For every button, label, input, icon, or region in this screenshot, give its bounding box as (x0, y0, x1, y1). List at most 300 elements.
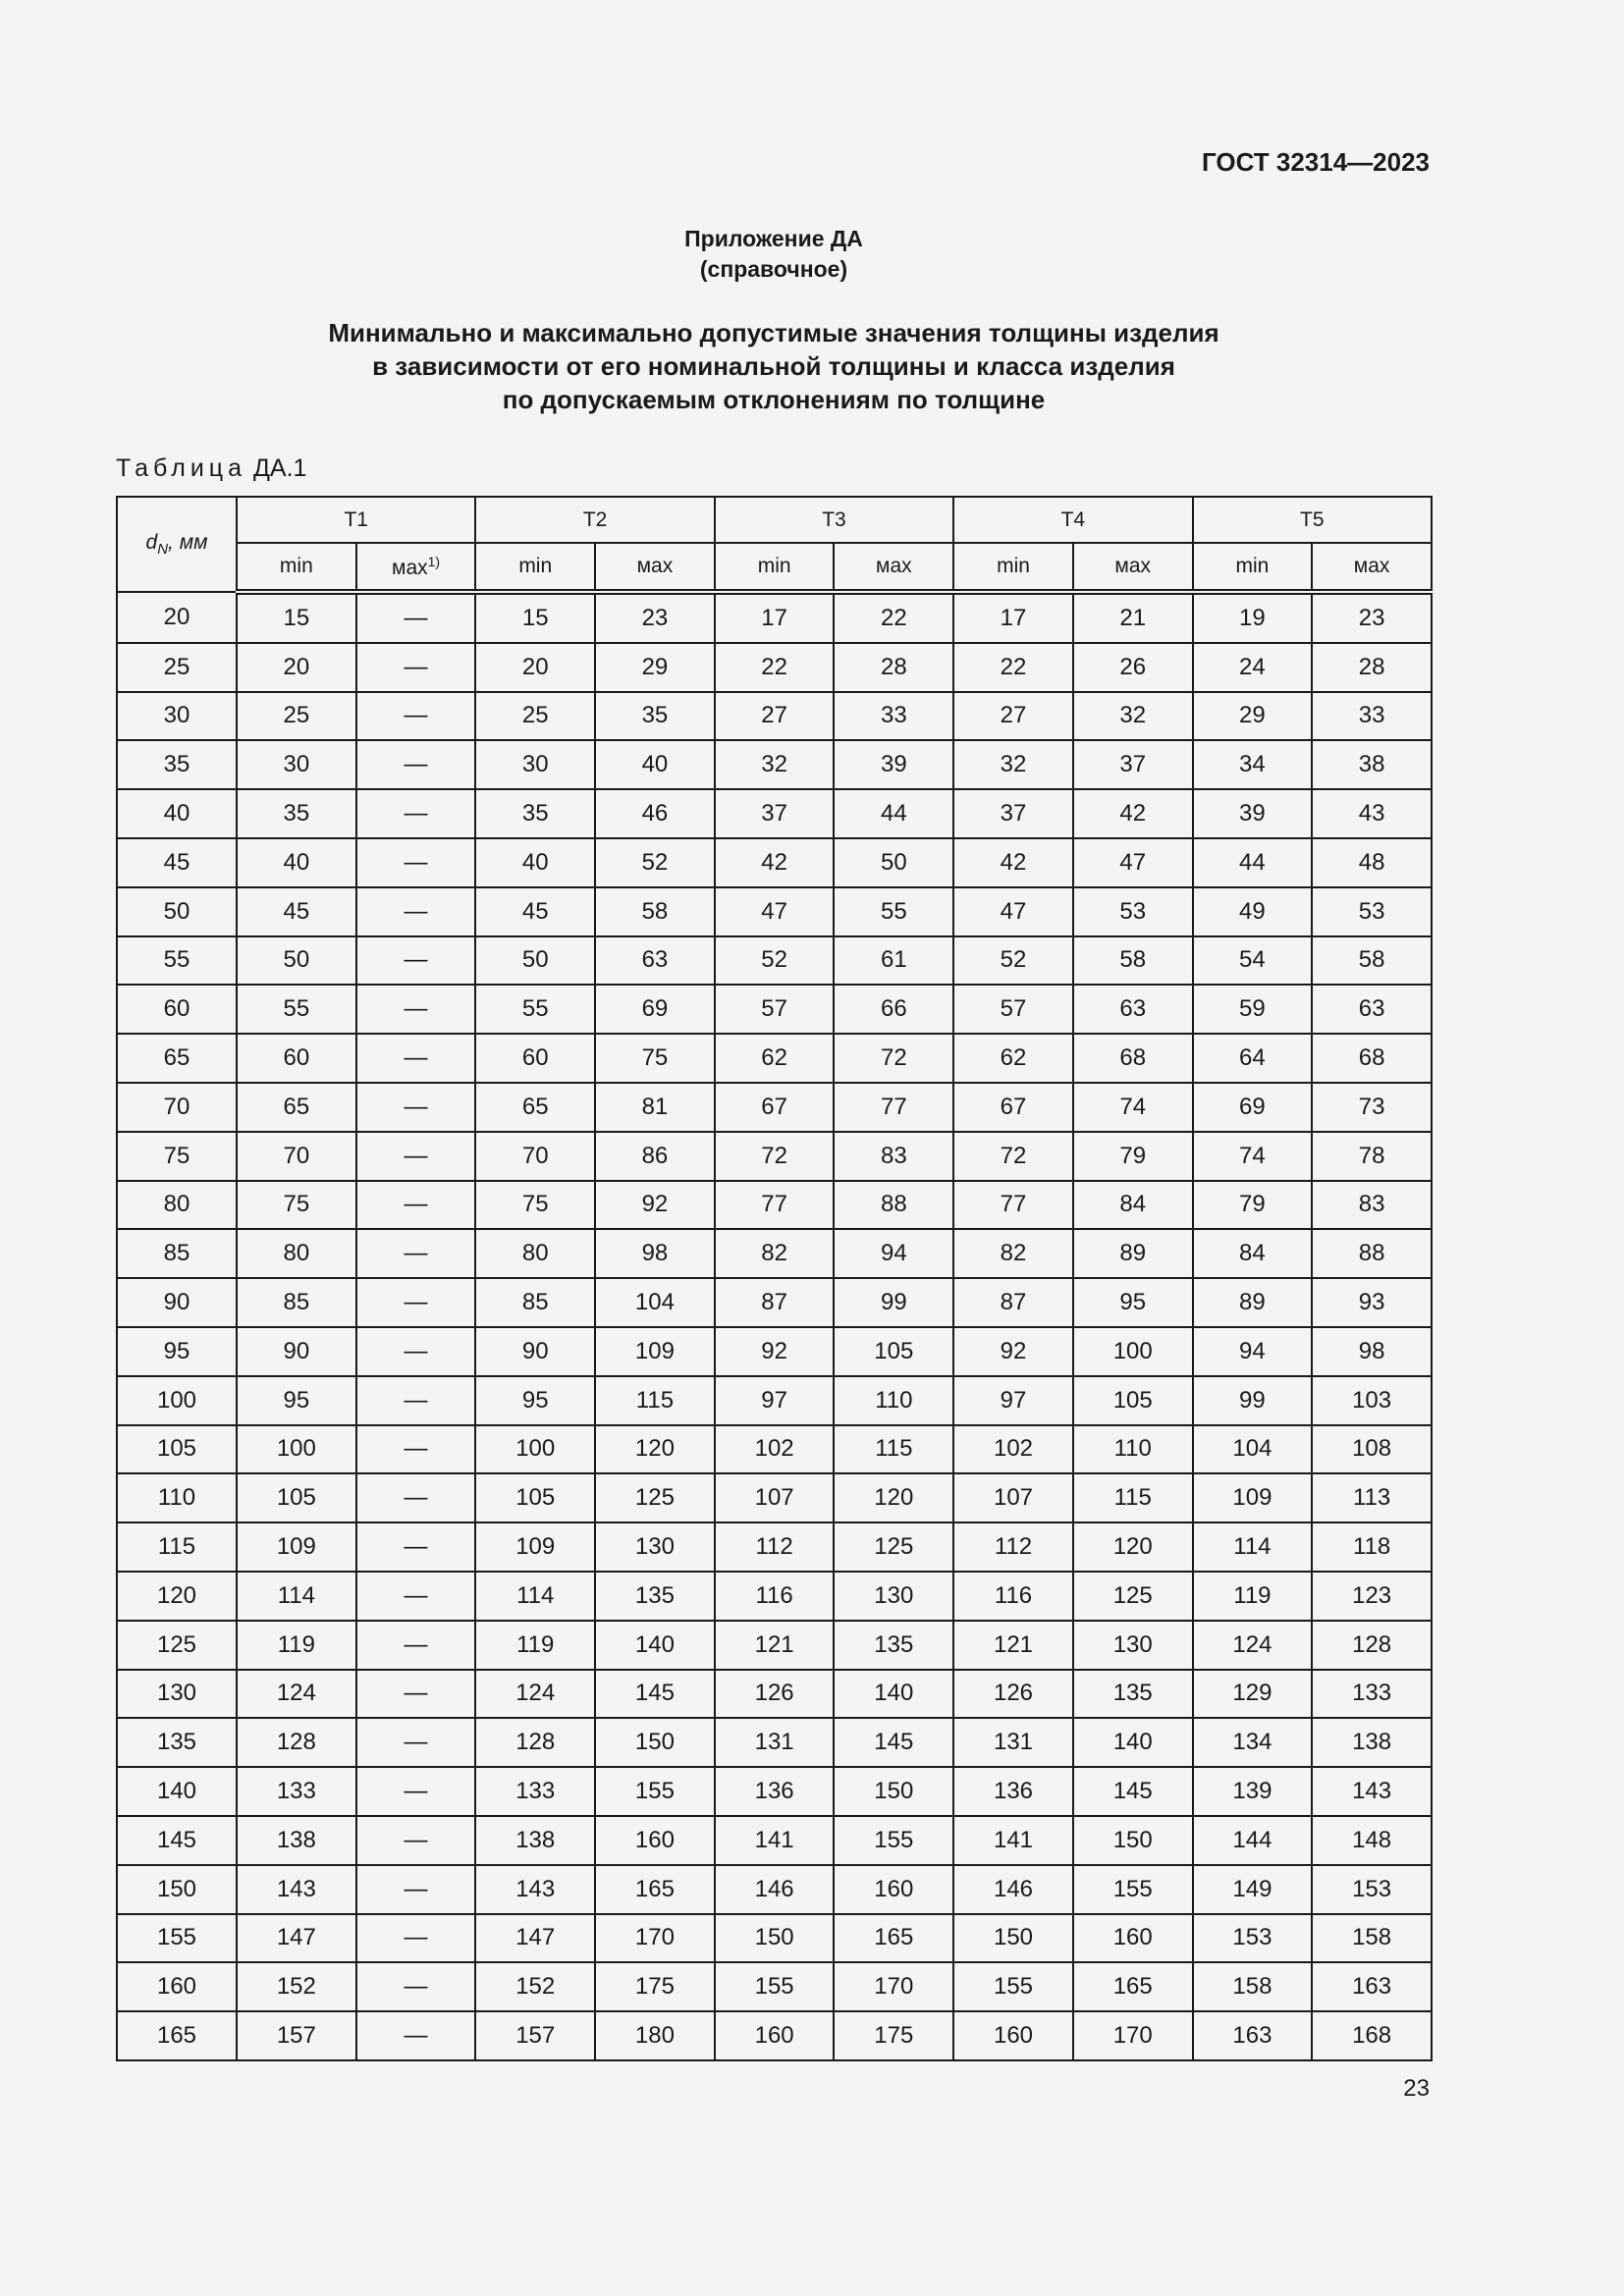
table-cell: 29 (595, 643, 715, 692)
table-cell: 119 (475, 1621, 595, 1670)
table-cell: 72 (715, 1132, 835, 1181)
nominal-thickness-cell: 140 (117, 1767, 237, 1816)
table-cell: 125 (834, 1522, 953, 1572)
table-cell: 105 (475, 1473, 595, 1522)
nominal-thickness-cell: 90 (117, 1278, 237, 1327)
table-cell: 100 (1073, 1327, 1193, 1376)
table-cell: 119 (237, 1621, 356, 1670)
table-cell: 146 (715, 1865, 835, 1914)
header-t2-max: мах (595, 543, 715, 592)
table-cell: 114 (475, 1572, 595, 1621)
table-cell: 116 (953, 1572, 1073, 1621)
table-cell: 81 (595, 1083, 715, 1132)
table-cell: 146 (953, 1865, 1073, 1914)
main-title-line-1: Минимально и максимально допустимые значения толщины изделия (328, 318, 1219, 347)
table-cell: — (356, 985, 476, 1034)
table-cell: 50 (834, 838, 953, 887)
table-cell: 150 (595, 1718, 715, 1767)
table-cell: 109 (475, 1522, 595, 1572)
table-cell: 65 (237, 1083, 356, 1132)
table-cell: 67 (715, 1083, 835, 1132)
table-cell: 62 (953, 1034, 1073, 1083)
nominal-thickness-cell: 155 (117, 1914, 237, 1963)
table-cell: 79 (1193, 1181, 1313, 1230)
table-cell: 115 (1073, 1473, 1193, 1522)
table-cell: 94 (1193, 1327, 1313, 1376)
table-cell: 39 (1193, 789, 1313, 838)
nominal-thickness-cell: 115 (117, 1522, 237, 1572)
table-cell: 133 (475, 1767, 595, 1816)
appendix-kind: (справочное) (699, 256, 848, 282)
table-cell: — (356, 1865, 476, 1914)
table-cell: 158 (1312, 1914, 1432, 1963)
header-class-t1: T1 (237, 497, 475, 543)
table-cell: 124 (1193, 1621, 1313, 1670)
table-cell: 75 (237, 1181, 356, 1230)
table-cell: 65 (475, 1083, 595, 1132)
table-cell: 168 (1312, 2011, 1432, 2060)
appendix-title: Приложение ДА (684, 226, 863, 251)
table-cell: 38 (1312, 740, 1432, 789)
table-cell: — (356, 1229, 476, 1278)
table-cell: 15 (475, 592, 595, 643)
table-cell: — (356, 1181, 476, 1230)
table-cell: 27 (715, 692, 835, 741)
table-cell: 69 (595, 985, 715, 1034)
table-cell: — (356, 592, 476, 643)
main-title-line-3: по допускаемым отклонениям по толщине (502, 385, 1046, 414)
table-cell: — (356, 789, 476, 838)
table-cell: 63 (1312, 985, 1432, 1034)
table-cell: 109 (595, 1327, 715, 1376)
table-cell: 62 (715, 1034, 835, 1083)
table-cell: 116 (715, 1572, 835, 1621)
table-cell: 15 (237, 592, 356, 643)
table-cell: 49 (1193, 887, 1313, 936)
table-cell: 97 (715, 1376, 835, 1425)
table-cell: 160 (1073, 1914, 1193, 1963)
nominal-thickness-cell: 105 (117, 1425, 237, 1474)
table-cell: 87 (953, 1278, 1073, 1327)
table-cell: 95 (1073, 1278, 1193, 1327)
header-class-t5: T5 (1193, 497, 1432, 543)
table-cell: 19 (1193, 592, 1313, 643)
table-cell: 125 (595, 1473, 715, 1522)
table-cell: 92 (953, 1327, 1073, 1376)
table-cell: 165 (595, 1865, 715, 1914)
table-cell: 130 (595, 1522, 715, 1572)
table-cell: 128 (237, 1718, 356, 1767)
table-row (117, 1132, 1432, 1181)
table-cell: 26 (1073, 643, 1193, 692)
table-cell: 21 (1073, 592, 1193, 643)
table-cell: 148 (1312, 1816, 1432, 1865)
table-row (117, 1034, 1432, 1083)
table-cell: 57 (953, 985, 1073, 1034)
table-row (117, 1229, 1432, 1278)
table-cell: 158 (1193, 1962, 1313, 2011)
table-cell: 27 (953, 692, 1073, 741)
table-cell: — (356, 936, 476, 986)
table-cell: 40 (595, 740, 715, 789)
table-cell: 20 (475, 643, 595, 692)
table-cell: 58 (595, 887, 715, 936)
table-cell: 59 (1193, 985, 1313, 1034)
table-cell: 35 (475, 789, 595, 838)
table-cell: 33 (834, 692, 953, 741)
table-cell: 114 (237, 1572, 356, 1621)
table-cell: 109 (1193, 1473, 1313, 1522)
table-cell: 40 (237, 838, 356, 887)
table-cell: 57 (715, 985, 835, 1034)
table-cell: 135 (1073, 1670, 1193, 1719)
table-cell: 180 (595, 2011, 715, 2060)
table-cell: 44 (1193, 838, 1313, 887)
table-row (117, 936, 1432, 986)
table-cell: 155 (834, 1816, 953, 1865)
table-row (117, 1962, 1432, 2011)
table-cell: 22 (715, 643, 835, 692)
table-cell: 32 (953, 740, 1073, 789)
nominal-thickness-cell: 85 (117, 1229, 237, 1278)
table-cell: 99 (834, 1278, 953, 1327)
header-t3-min: min (715, 543, 835, 592)
table-cell: 25 (237, 692, 356, 741)
table-cell: — (356, 1083, 476, 1132)
table-cell: 147 (475, 1914, 595, 1963)
table-cell: 45 (237, 887, 356, 936)
table-cell: 153 (1312, 1865, 1432, 1914)
table-cell: — (356, 1034, 476, 1083)
table-cell: 45 (475, 887, 595, 936)
table-cell: — (356, 1670, 476, 1719)
table-cell: 136 (953, 1767, 1073, 1816)
nominal-thickness-cell: 120 (117, 1572, 237, 1621)
table-cell: 82 (715, 1229, 835, 1278)
thickness-table (116, 496, 1433, 2061)
header-t3-max: мах (834, 543, 953, 592)
table-cell: 150 (834, 1767, 953, 1816)
table-cell: 150 (1073, 1816, 1193, 1865)
table-cell: 22 (953, 643, 1073, 692)
table-cell: 121 (715, 1621, 835, 1670)
table-cell: 50 (475, 936, 595, 986)
table-cell: 25 (475, 692, 595, 741)
table-cell: 84 (1193, 1229, 1313, 1278)
nominal-thickness-cell: 35 (117, 740, 237, 789)
table-cell: 88 (834, 1181, 953, 1230)
table-cell: 37 (715, 789, 835, 838)
table-cell: 80 (237, 1229, 356, 1278)
table-cell: 140 (595, 1621, 715, 1670)
table-row (117, 1621, 1432, 1670)
header-class-t4: T4 (953, 497, 1192, 543)
nominal-thickness-cell: 55 (117, 936, 237, 986)
table-cell: 130 (1073, 1621, 1193, 1670)
table-cell: 110 (1073, 1425, 1193, 1474)
table-cell: 133 (1312, 1670, 1432, 1719)
table-cell: 98 (595, 1229, 715, 1278)
table-row (117, 1718, 1432, 1767)
nominal-thickness-cell: 80 (117, 1181, 237, 1230)
table-row (117, 1914, 1432, 1963)
table-row (117, 887, 1432, 936)
table-row (117, 1473, 1432, 1522)
table-cell: 42 (1073, 789, 1193, 838)
table-cell: 28 (834, 643, 953, 692)
table-cell: 22 (834, 592, 953, 643)
header-class-t3: T3 (715, 497, 953, 543)
table-row (117, 2011, 1432, 2060)
table-cell: 32 (1073, 692, 1193, 741)
table-cell: 37 (953, 789, 1073, 838)
nominal-thickness-cell: 65 (117, 1034, 237, 1083)
table-cell: 133 (237, 1767, 356, 1816)
table-cell: 141 (953, 1816, 1073, 1865)
nominal-thickness-cell: 95 (117, 1327, 237, 1376)
nominal-thickness-cell: 145 (117, 1816, 237, 1865)
table-cell: 109 (237, 1522, 356, 1572)
table-cell: 143 (237, 1865, 356, 1914)
table-cell: 87 (715, 1278, 835, 1327)
table-cell: 165 (1073, 1962, 1193, 2011)
table-cell: 89 (1193, 1278, 1313, 1327)
nominal-thickness-cell: 60 (117, 985, 237, 1034)
table-cell: 131 (715, 1718, 835, 1767)
nominal-thickness-cell: 160 (117, 1962, 237, 2011)
nominal-thickness-cell: 40 (117, 789, 237, 838)
table-cell: 143 (475, 1865, 595, 1914)
table-cell: 55 (834, 887, 953, 936)
table-cell: 149 (1193, 1865, 1313, 1914)
table-cell: 46 (595, 789, 715, 838)
table-row (117, 1572, 1432, 1621)
nominal-thickness-cell: 110 (117, 1473, 237, 1522)
table-cell: — (356, 643, 476, 692)
table-cell: 120 (1073, 1522, 1193, 1572)
table-row (117, 1670, 1432, 1719)
nominal-thickness-cell: 75 (117, 1132, 237, 1181)
header-t4-min: min (953, 543, 1073, 592)
footnote-marker: 1) (427, 553, 441, 569)
table-cell: — (356, 1132, 476, 1181)
table-cell: — (356, 1473, 476, 1522)
table-cell: 155 (1073, 1865, 1193, 1914)
table-cell: 77 (834, 1083, 953, 1132)
table-cell: 157 (237, 2011, 356, 2060)
table-cell: 100 (475, 1425, 595, 1474)
table-cell: 55 (237, 985, 356, 1034)
table-cell: 34 (1193, 740, 1313, 789)
nominal-thickness-cell: 50 (117, 887, 237, 936)
table-cell: 155 (953, 1962, 1073, 2011)
table-cell: — (356, 1718, 476, 1767)
table-cell: 23 (595, 592, 715, 643)
header-t2-min: min (475, 543, 595, 592)
table-cell: 75 (595, 1034, 715, 1083)
table-caption-label: Таблица (116, 454, 247, 482)
main-title-line-2: в зависимости от его номинальной толщины и класса изделия (372, 351, 1175, 381)
table-cell: 28 (1312, 643, 1432, 692)
table-cell: 35 (237, 789, 356, 838)
table-cell: 152 (237, 1962, 356, 2011)
nominal-thickness-cell: 130 (117, 1670, 237, 1719)
table-cell: 29 (1193, 692, 1313, 741)
table-cell: 52 (953, 936, 1073, 986)
table-cell: 85 (475, 1278, 595, 1327)
table-cell: 52 (715, 936, 835, 986)
table-cell: 170 (834, 1962, 953, 2011)
table-cell: 66 (834, 985, 953, 1034)
table-row (117, 1425, 1432, 1474)
table-row (117, 1181, 1432, 1230)
table-cell: — (356, 838, 476, 887)
table-cell: 47 (953, 887, 1073, 936)
table-cell: 112 (953, 1522, 1073, 1572)
table-cell: 97 (953, 1376, 1073, 1425)
table-cell: 78 (1312, 1132, 1432, 1181)
table-cell: 157 (475, 2011, 595, 2060)
table-cell: 83 (1312, 1181, 1432, 1230)
header-nominal-thickness: $d_N$, мм (117, 497, 237, 592)
table-cell: 30 (475, 740, 595, 789)
header-t1-min: min (237, 543, 356, 592)
table-cell: 129 (1193, 1670, 1313, 1719)
table-cell: 95 (237, 1376, 356, 1425)
table-cell: 72 (834, 1034, 953, 1083)
table-cell: 17 (715, 592, 835, 643)
table-cell: 170 (595, 1914, 715, 1963)
document-code: ГОСТ 32314—2023 (1202, 147, 1430, 177)
table-cell: 70 (475, 1132, 595, 1181)
table-cell: — (356, 1425, 476, 1474)
table-cell: 126 (953, 1670, 1073, 1719)
table-cell: 98 (1312, 1327, 1432, 1376)
table-body (117, 592, 1432, 2060)
table-cell: 150 (953, 1914, 1073, 1963)
table-row (117, 1278, 1432, 1327)
table-cell: 160 (953, 2011, 1073, 2060)
table-cell: 20 (237, 643, 356, 692)
table-row (117, 1083, 1432, 1132)
table-cell: — (356, 740, 476, 789)
table-cell: 165 (834, 1914, 953, 1963)
table-header (117, 497, 1432, 592)
table-cell: 54 (1193, 936, 1313, 986)
table-row (117, 838, 1432, 887)
table-cell: 58 (1312, 936, 1432, 986)
table-cell: — (356, 1376, 476, 1425)
table-cell: — (356, 1327, 476, 1376)
nominal-thickness-cell: 165 (117, 2011, 237, 2060)
table-cell: — (356, 1816, 476, 1865)
page-number: 23 (1403, 2075, 1430, 2102)
table-cell: 163 (1312, 1962, 1432, 2011)
table-cell: 74 (1073, 1083, 1193, 1132)
nominal-thickness-cell: 135 (117, 1718, 237, 1767)
table-cell: 120 (595, 1425, 715, 1474)
table-cell: 102 (953, 1425, 1073, 1474)
table-cell: 124 (475, 1670, 595, 1719)
table-cell: 50 (237, 936, 356, 986)
table-cell: 160 (834, 1865, 953, 1914)
table-cell: 145 (595, 1670, 715, 1719)
table-row (117, 985, 1432, 1034)
table-cell: 88 (1312, 1229, 1432, 1278)
table-cell: 61 (834, 936, 953, 986)
table-cell: 105 (834, 1327, 953, 1376)
table-cell: 67 (953, 1083, 1073, 1132)
table-row (117, 643, 1432, 692)
table-row (117, 1376, 1432, 1425)
table-cell: 118 (1312, 1522, 1432, 1572)
table-cell: 73 (1312, 1083, 1432, 1132)
table-cell: 44 (834, 789, 953, 838)
table-cell: — (356, 1962, 476, 2011)
table-cell: 140 (1073, 1718, 1193, 1767)
nominal-thickness-cell: 30 (117, 692, 237, 741)
table-cell: 145 (834, 1718, 953, 1767)
table-cell: 102 (715, 1425, 835, 1474)
table-cell: 126 (715, 1670, 835, 1719)
table-cell: 160 (715, 2011, 835, 2060)
table-cell: 115 (595, 1376, 715, 1425)
table-cell: 79 (1073, 1132, 1193, 1181)
table-cell: 17 (953, 592, 1073, 643)
table-cell: 55 (475, 985, 595, 1034)
table-cell: 77 (953, 1181, 1073, 1230)
table-cell: 35 (595, 692, 715, 741)
header-t1-max: мах$^{1)}$ (356, 543, 476, 592)
table-cell: 92 (715, 1327, 835, 1376)
table-cell: 23 (1312, 592, 1432, 643)
table-cell: 43 (1312, 789, 1432, 838)
table-row (117, 1522, 1432, 1572)
table-cell: 103 (1312, 1376, 1432, 1425)
table-row (117, 1327, 1432, 1376)
table-cell: 33 (1312, 692, 1432, 741)
table-cell: 121 (953, 1621, 1073, 1670)
table-cell: 63 (595, 936, 715, 986)
table-cell: — (356, 1278, 476, 1327)
table-cell: 112 (715, 1522, 835, 1572)
header-t4-max: мах (1073, 543, 1193, 592)
table-cell: 94 (834, 1229, 953, 1278)
table-cell: 140 (834, 1670, 953, 1719)
table-cell: 92 (595, 1181, 715, 1230)
table-cell: 86 (595, 1132, 715, 1181)
table-cell: 53 (1312, 887, 1432, 936)
table-cell: 134 (1193, 1718, 1313, 1767)
table-cell: 115 (834, 1425, 953, 1474)
table-cell: 128 (1312, 1621, 1432, 1670)
table-cell: — (356, 1572, 476, 1621)
table-cell: 131 (953, 1718, 1073, 1767)
table-cell: 75 (475, 1181, 595, 1230)
table-row (117, 1865, 1432, 1914)
main-title (0, 316, 1547, 416)
table-cell: 39 (834, 740, 953, 789)
table-cell: 113 (1312, 1473, 1432, 1522)
table-cell: 93 (1312, 1278, 1432, 1327)
table-cell: 83 (834, 1132, 953, 1181)
table-cell: 138 (1312, 1718, 1432, 1767)
table-cell: 90 (475, 1327, 595, 1376)
table-cell: 160 (595, 1816, 715, 1865)
table-cell: 105 (237, 1473, 356, 1522)
nominal-thickness-cell: 125 (117, 1621, 237, 1670)
table-cell: 114 (1193, 1522, 1313, 1572)
